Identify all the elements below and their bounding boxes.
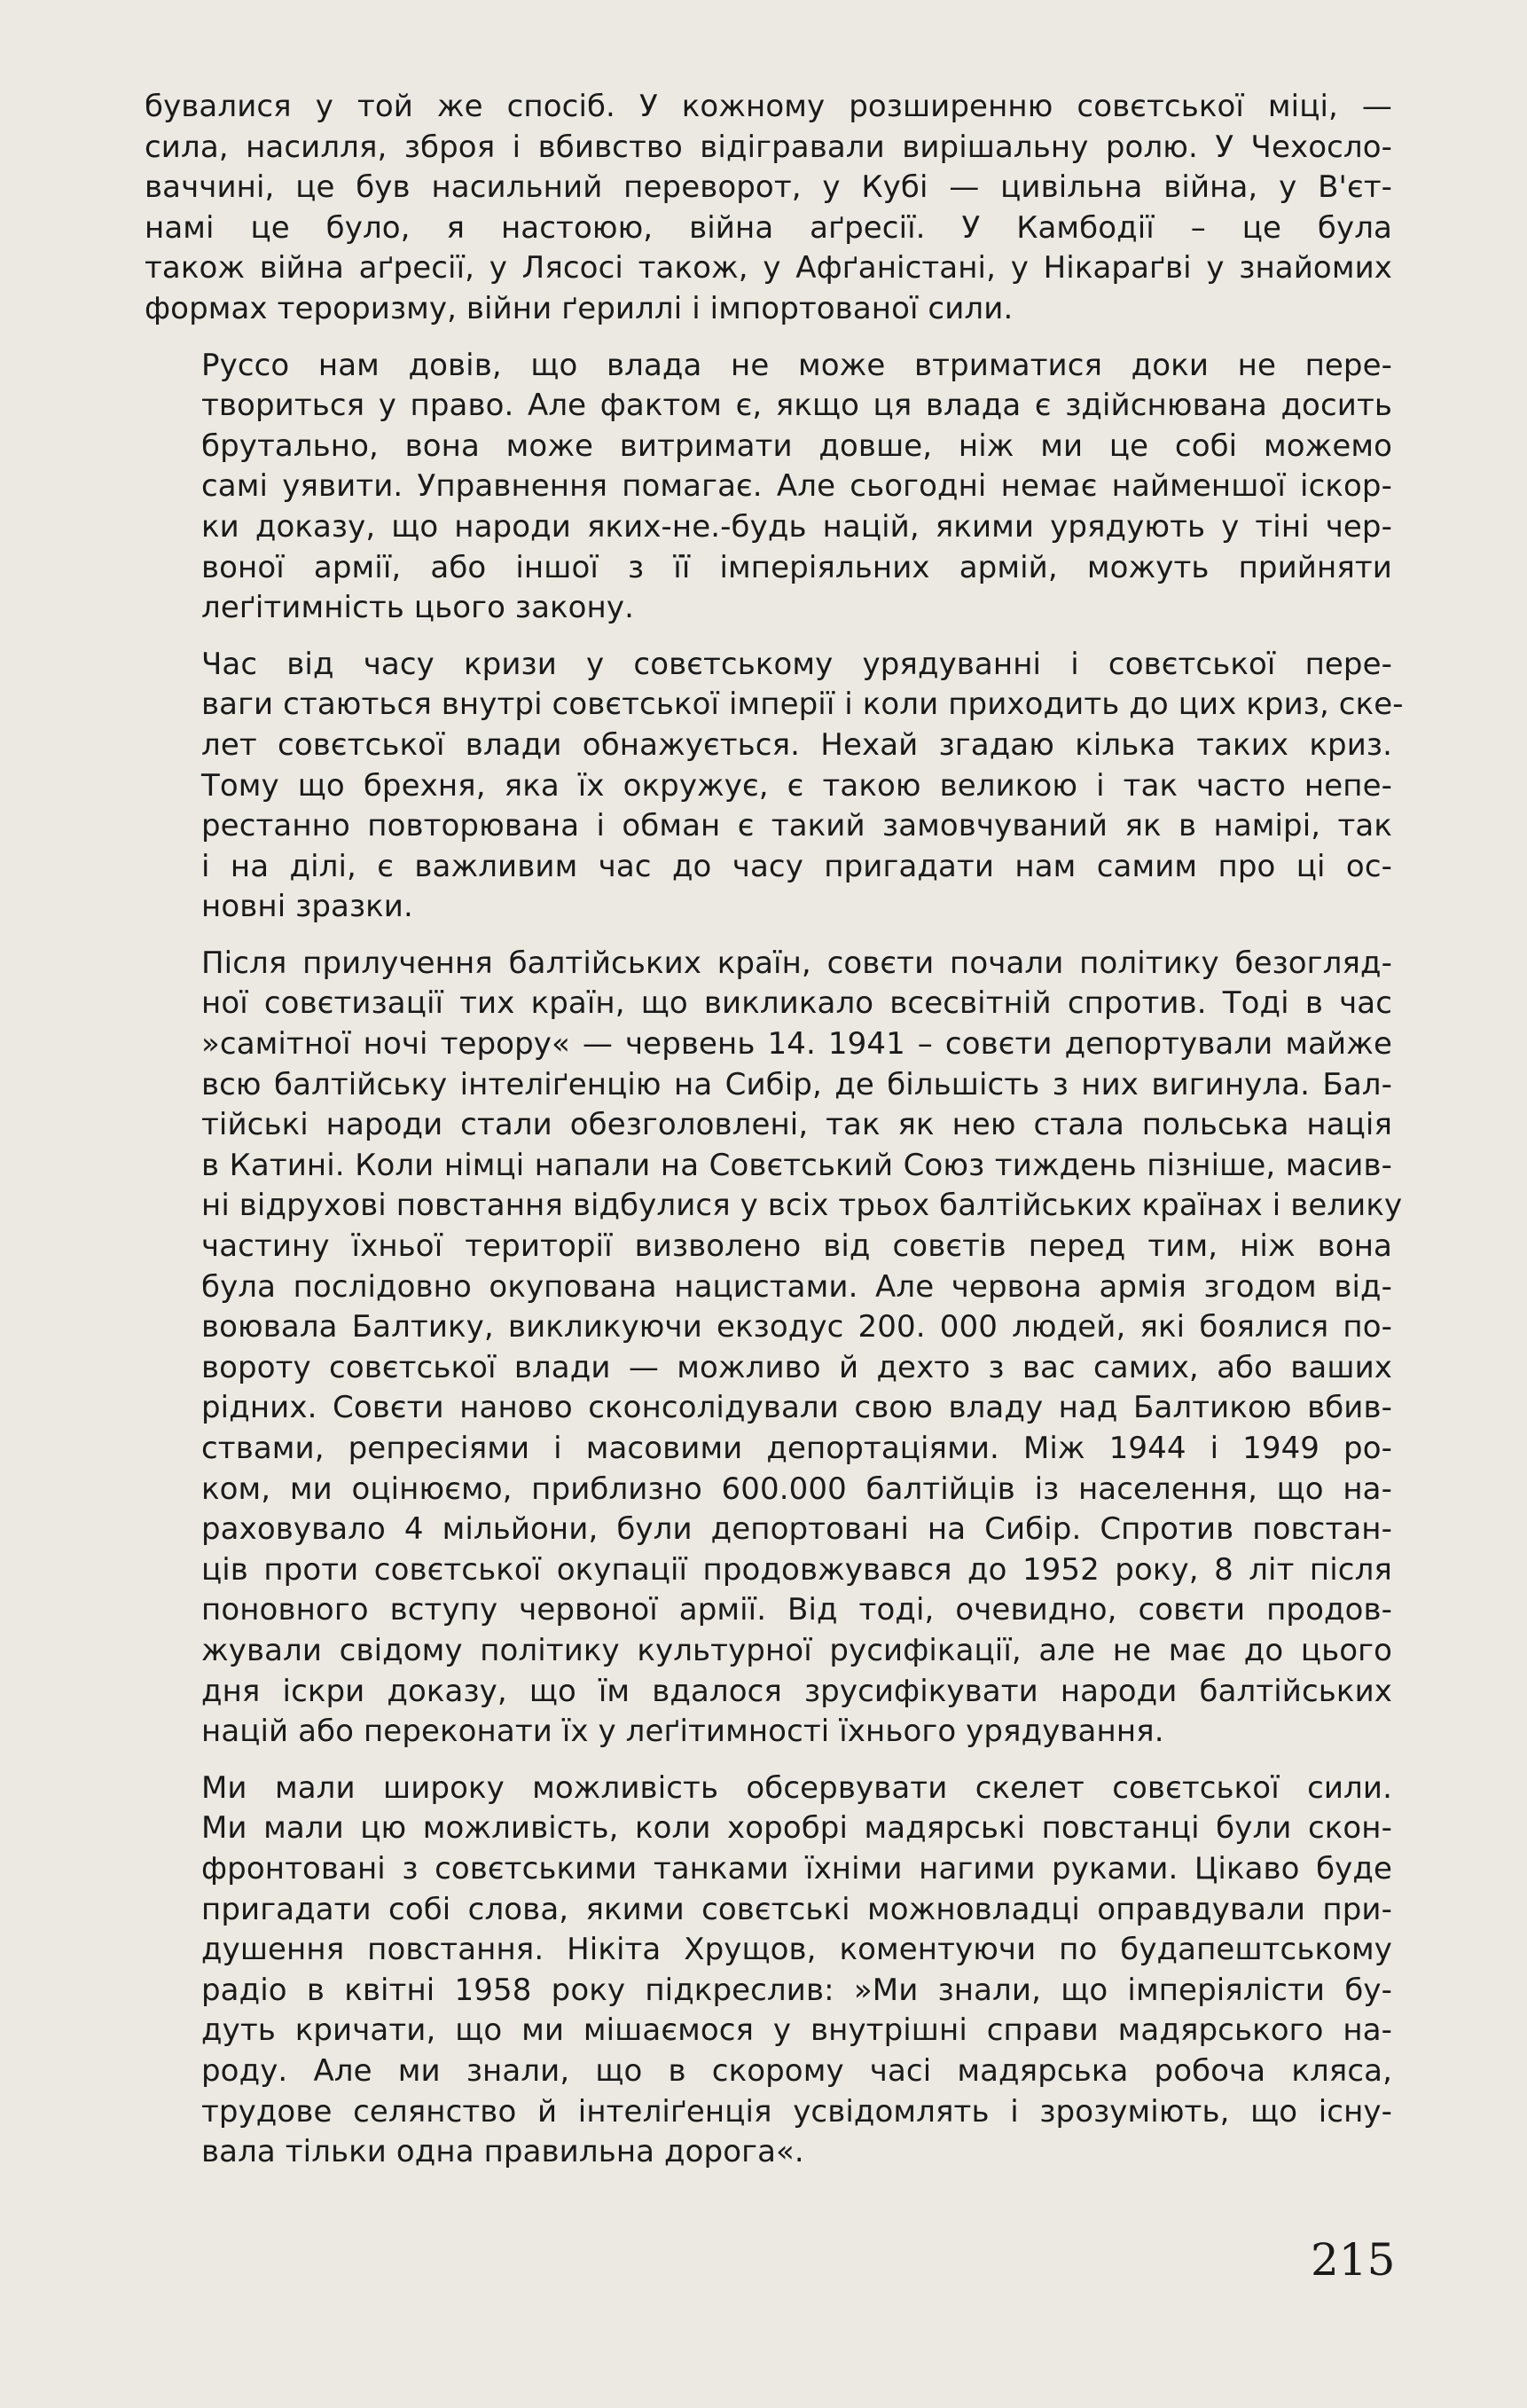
text-line: і на ділі, є важливим час до часу пригадати нам самим про ці ос- [201,848,1392,884]
text-line: трудове селянство й інтеліґенція усвідомлять і зрозуміють, що існу- [201,2093,1392,2130]
text-line: леґітимність цього закону. [201,590,634,626]
text-line: ваги стаються внутрі совєтської імперії і коли приходить до цих криз, ске- [201,686,1404,723]
text-line: ки доказу, що народи яких-не.-будь націй, якими урядують у тіні чер- [201,508,1392,545]
text-line: рестанно повторювана і обман є такий замовчуваний як в намірі, так [201,808,1392,844]
text-line: Ми мали широку можливість обсервувати скелет совєтської сили. [201,1769,1392,1806]
text-line: Час від часу кризи у совєтському урядуванні і совєтської пере- [201,646,1392,682]
text-line: дуть кричати, що ми мішаємося у внутрішні справи мадярського на- [201,2012,1392,2049]
paragraph-2 [145,346,1392,629]
body-text [145,87,1404,2189]
text-line: в Катині. Коли німці напали на Совєтський Союз тиждень пізніше, масив- [201,1147,1392,1183]
text-line: »самітної ночі терору« — червень 14. 1941 – совєти депортували майже [201,1026,1392,1063]
text-line: ваччині, це був насильний переворот, у Кубі — цивільна війна, у В'єт- [145,169,1392,206]
paragraph-1 [145,87,1392,330]
text-line: формах терoризму, війни ґериллі і імпортованої сили. [145,290,1014,326]
text-line: вороту совєтської влади — можливо й дехто з вас самих, або ваших [201,1349,1392,1385]
text-line: ців проти совєтської окупації продовжувався до 1952 року, 8 літ після [201,1551,1392,1588]
text-line: раховувало 4 мільйони, були депортовані на Сибір. Спротив повстан- [201,1511,1392,1548]
text-line: воювала Балтику, викликуючи екзодус 200. 000 людей, які боялися по- [201,1309,1392,1345]
text-line: фронтовані з совєтськими танками їхніми нагими руками. Цікаво буде [201,1850,1392,1886]
text-line: поновного вступу червоної армії. Від тоді, очевидно, совєти продов- [201,1592,1392,1628]
text-line: націй або переконати їх у леґітимності їхнього урядування. [201,1714,1164,1750]
paragraph-3 [145,645,1404,928]
paragraph-5 [145,1769,1392,2173]
text-line: ствами, репресіями і масовими депортаціями. Між 1944 і 1949 ро- [201,1431,1392,1466]
text-line: бувалися у той же спосіб. У кожному розширенню совєтської міці, — [145,89,1392,124]
text-line: частину їхньої території визволено від совєтів перед тим, ніж вона [201,1228,1392,1265]
text-line: Руссо нам довів, що влада не може втриматися доки не пере- [201,347,1392,383]
text-line: душення повстання. Нікіта Хрущов, коментуючи по будапештському [201,1932,1392,1968]
text-line: тійські народи стали обезголовлені, так як нею стала польська нація [201,1107,1392,1143]
text-line: жували свідому політику культурної русифікації, але не має до цього [201,1632,1392,1668]
text-line: була послідовно окупована нацистами. Але червона армія згодом від- [201,1268,1392,1305]
text-line: ні відрухові повстання відбулися у всіх трьох балтійських країнах і велику [201,1188,1403,1224]
text-line: також війна аґресії, у Лясосі також, у Афґаністані, у Нікараґві у знайомих [145,250,1392,286]
text-line: самі уявити. Управнення помагає. Але сьогодні немає найменшої іскор- [201,468,1392,505]
text-line: лет совєтської влади обнажується. Нехай згадаю кілька таких криз. [201,726,1392,763]
text-line: Після прилучення балтійських країн, совєти почали політику безогляд- [201,945,1392,981]
text-line: воної армії, або іншої з її імперіяльних армій, можуть прийняти [201,549,1392,585]
text-line: дня іскри доказу, що їм вдалося зрусифікувати народи балтійських [201,1673,1392,1709]
paragraph-4 [145,944,1403,1753]
page-number: 215 [1311,2234,1396,2286]
text-line: роду. Але ми знали, що в скорому часі мадярська робоча кляса, [201,2052,1392,2089]
text-line: всю балтійську інтеліґенцію на Сибір, де більшість з них вигинула. Бал- [201,1066,1392,1102]
text-line: ної совєтизації тих країн, що викликало всесвітній спротив. Тоді в час [201,985,1392,1022]
text-line: брутально, вона може витримати довше, ніж ми це собі можемо [201,427,1392,464]
text-line: пригадати собі слова, якими совєтські можновладці оправдували при- [201,1891,1392,1927]
text-line: Тому що брехня, яка їх окружує, є такою великою і так часто непе- [201,767,1392,804]
text-line: сила, насилля, зброя і вбивство відігравали вирішальну ролю. У Чехосло- [145,129,1392,165]
text-line: ком, ми оцінюємо, приблизно 600.000 балтійців із населення, що на- [201,1471,1392,1507]
text-line: Ми мали цю можливість, коли хоробрі мадярські повстанці були скон- [201,1810,1392,1847]
text-line: намі це було, я настоюю, війна аґресії. У Камбодії – це була [145,209,1392,246]
text-line: твориться у право. Але фактом є, якщо ця влада є здійснювана досить [201,388,1392,424]
text-line: новні зразки. [201,889,413,925]
text-line: рідних. Совєти наново сконсолідували свою владу над Балтикою вбив- [201,1390,1392,1426]
text-line: вала тільки одна правильна дорога«. [201,2134,804,2170]
text-line: радіо в квітні 1958 року підкреслив: »Ми знали, що імперіялісти бу- [201,1972,1392,2008]
